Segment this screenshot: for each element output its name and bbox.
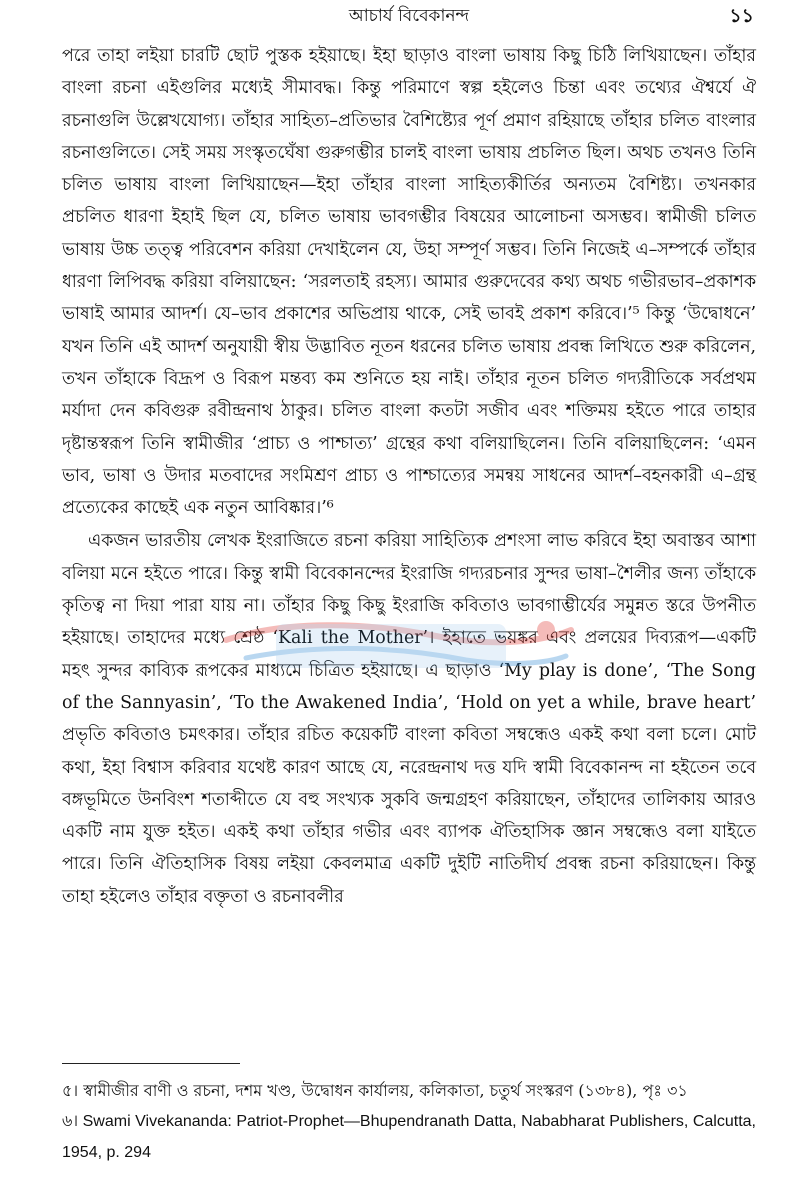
footnote-rule [62, 1063, 240, 1064]
footnote-5: ৫। স্বামীজীর বাণী ও রচনা, দশম খণ্ড, উদ্বোধন কার্যালয়, কলিকাতা, চতুর্থ সংস্করণ (১৩৮৪), পৃঃ ৩১ [62, 1081, 688, 1100]
running-header [64, 2, 754, 32]
footnote-6: ৬। Swami Vivekananda: Patriot-Prophet—Bhupendranath Datta, Nababharat Publishers, Calcutta, 1954, p. 294 [62, 1113, 756, 1161]
paragraph-1: পরে তাহা লইয়া চারটি ছোট পুস্তক হইয়াছে। ইহা ছাড়াও বাংলা ভাষায় কিছু চিঠি লিখিয়াছেন। তাঁহার বাংলা রচনা এইগুলির মধ্যেই সীমাবদ্ধ। কিন্তু পরিমাণে স্বল্প হইলেও চিন্তা এবং তথ্যের ঐশ্বর্যে ঐ রচনাগুলি উল্লেখযোগ্য। তাঁহার সাহিত্য–প্রতিভার বৈশিষ্ট্যের পূর্ণ প্রমাণ রহিয়াছে তাঁহার চলিত বাংলার রচনাগুলিতে। সেই সময় সংস্কৃতঘেঁষা গুরুগম্ভীর চালই বাংলা ভাষায় প্রচলিত ছিল। অথচ তখনও তিনি চলিত ভাষায় বাংলা লিখিয়াছেন—ইহা তাঁহার বাংলা সাহিত্যকীর্তির অন্যতম বৈশিষ্ট্য। তখনকার প্রচলিত ধারণা ইহাই ছিল যে, চলিত ভাষায় ভাবগম্ভীর বিষয়ের আলোচনা অসম্ভব। স্বামীজী চলিত ভাষায় উচ্চ তত্ত্ব পরিবেশন করিয়া দেখাইলেন যে, উহা সম্পূর্ণ সম্ভব। তিনি নিজেই এ–সম্পর্কে তাঁহার ধারণা লিপিবদ্ধ করিয়া বলিয়াছেন: ‘সরলতাই রহস্য। আমার গুরুদেবের কথ্য অথচ গভীরভাব–প্রকাশক ভাষাই আমার আদর্শ। যে–ভাব প্রকাশের অভিপ্রায় থাকে, সেই ভাবই প্রকাশ করিবে।’⁵ কিন্তু ‘উদ্বোধনে’ যখন তিনি এই আদর্শ অনুযায়ী স্বীয় উদ্ভাবিত নূতন ধরনের চলিত ভাষায় প্রবন্ধ লিখিতে শুরু করিলেন, তখন তাঁহাকে বিদ্রূপ ও বিরূপ মন্তব্য কম শুনিতে হয় নাই। তাঁহার নূতন চলিত গদ্যরীতিকে সর্বপ্রথম মর্যাদা দেন কবিগুরু রবীন্দ্রনাথ ঠাকুর। চলিত বাংলা কতটা সজীব এবং শক্তিময় হইতে পারে তাহার দৃষ্টান্তস্বরূপ তিনি স্বামীজীর ‘প্রাচ্য ও পাশ্চাত্য’ গ্রন্থের কথা বলিয়াছিলেন। তিনি বলিয়াছিলেন: ‘এমন ভাব, ভাষা ও উদার মতবাদের সংমিশ্রণ প্রাচ্য ও পাশ্চাত্যের সমন্বয় সাধনের আদর্শ–বহনকারী এ–গ্রন্থ প্রত্যেকের কাছেই এক নতুন আবিষ্কার।’⁶ [62, 46, 756, 519]
running-title: আচার্য বিবেকানন্দ [348, 6, 470, 26]
body-text [62, 40, 756, 913]
paragraph-2: একজন ভারতীয় লেখক ইংরাজিতে রচনা করিয়া সাহিত্যিক প্রশংসা লাভ করিবে ইহা অবাস্তব আশা বলিয়া মনে হইতে পারে। কিন্তু স্বামী বিবেকানন্দের ইংরাজি গদ্যরচনার সুন্দর ভাষা–শৈলীর জন্য তাঁহাকে কৃতিত্ব না দিয়া পারা যায় না। তাঁহার কিছু কিছু ইংরাজি কবিতাও ভাবগাম্ভীর্যের সমুন্নত স্তরে উপনীত হইয়াছে। তাহাদের মধ্যে শ্রেষ্ঠ ‘Kali the Mother’। ইহাতে ভয়ঙ্কর এবং প্রলয়ের দিব্যরূপ—একটি মহৎ সুন্দর কাব্যিক রূপকের মাধ্যমে চিত্রিত হইয়াছে। এ ছাড়াও ‘My play is done’, ‘The Song of the Sannyasin’, ‘To the Awakened India’, ‘Hold on yet a while, brave heart’ প্রভৃতি কবিতাও চমৎকার। তাঁহার রচিত কয়েকটি বাংলা কবিতা সম্বন্ধেও একই কথা বলা চলে। মোট কথা, ইহা বিশ্বাস করিবার যথেষ্ট কারণ আছে যে, নরেন্দ্রনাথ দত্ত যদি স্বামী বিবেকানন্দ না হইতেন তবে বঙ্গভূমিতে উনবিংশ শতাব্দীতে যে বহু সংখ্যক সুকবি জন্মগ্রহণ করিয়াছেন, তাঁহাদের তালিকায় আরও একটি নাম যুক্ত হইত। একই কথা তাঁহার গভীর এবং ব্যাপক ঐতিহাসিক জ্ঞান সম্বন্ধেও বলা যাইতে পারে। তিনি ঐতিহাসিক বিষয় লইয়া কেবলমাত্র একটি দুইটি নাতিদীর্ঘ প্রবন্ধ রচনা করিয়াছেন। কিন্তু তাহা হইলেও তাঁহার বক্তৃতা ও রচনাবলীর [62, 531, 756, 907]
footnotes [62, 1075, 756, 1168]
page-number: ১১ [729, 5, 754, 27]
